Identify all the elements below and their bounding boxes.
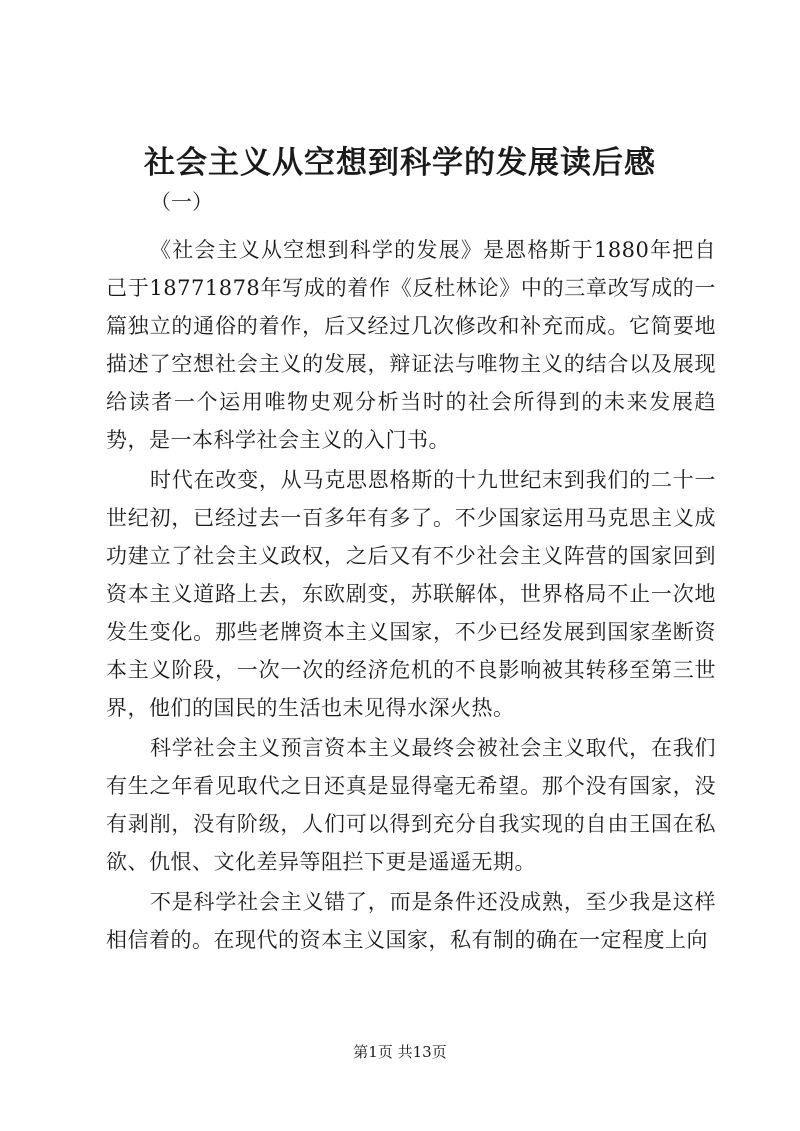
document-body — [106, 231, 716, 959]
paragraph-1: 《社会主义从空想到科学的发展》是恩格斯于1880年把自己于18771878年写成的着作《反杜林论》中的三章改写成的一篇独立的通俗的着作，后又经过几次修改和补充而成。它简要地描述了空想社会主义的发展，辩证法与唯物主义的结合以及展现给读者一个运用唯物史观分析当时的社会所得到的未来发展趋势，是一本科学社会主义的入门书。 — [106, 238, 716, 452]
paragraph-2: 时代在改变，从马克思恩格斯的十九世纪末到我们的二十一世纪初，已经过去一百多年有多了。不少国家运用马克思主义成功建立了社会主义政权，之后又有不少社会主义阵营的国家回到资本主义道路上去，东欧剧变，苏联解体，世界格局不止一次地发生变化。那些老牌资本主义国家，不少已经发展到国家垄断资本主义阶段，一次一次的经济危机的不良影响被其转移至第三世界，他们的国民的生活也未见得水深火热。 — [106, 468, 716, 720]
document-title: 社会主义从空想到科学的发展读后感 — [144, 145, 656, 181]
paragraph-3: 科学社会主义预言资本主义最终会被社会主义取代，在我们有生之年看见取代之日还真是显得毫无希望。那个没有国家，没有剥削，没有阶级，人们可以得到充分自我实现的自由王国在私欲、仇恨、文化差异等阻拦下更是遥遥无期。 — [106, 736, 716, 874]
section-number: （一） — [150, 190, 213, 214]
paragraph-4: 不是科学社会主义错了，而是条件还没成熟，至少我是这样相信着的。在现代的资本主义国家，私有制的确在一定程度上向 — [106, 890, 716, 952]
page-footer: 第1页 共13页 — [353, 1043, 447, 1061]
